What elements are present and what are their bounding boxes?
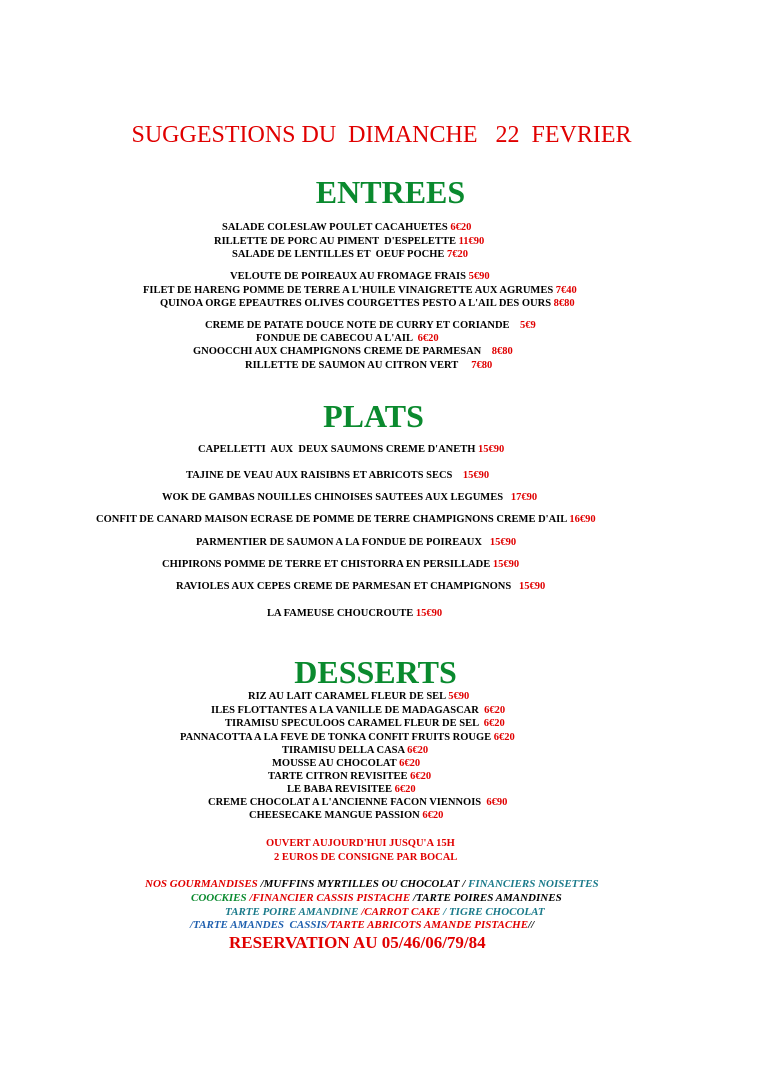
menu-item: PANNACOTTA A LA FEVE DE TONKA CONFIT FRUITS ROUGE 6€20	[180, 732, 515, 743]
item-price: 6€20	[394, 784, 416, 795]
menu-item: RAVIOLES AUX CEPES CREME DE PARMESAN ET CHAMPIGNONS 15€90	[176, 581, 546, 592]
item-price: 7€20	[447, 249, 469, 260]
menu-item: LA FAMEUSE CHOUCROUTE 15€90	[267, 608, 443, 619]
item-price: 6€20	[483, 718, 505, 729]
item-price: 6€20	[484, 705, 506, 716]
item-price: 6€20	[493, 732, 515, 743]
menu-item: WOK DE GAMBAS NOUILLES CHINOISES SAUTEES AUX LEGUMES 17€90	[162, 492, 538, 503]
page-title: SUGGESTIONS DU DIMANCHE 22 FEVRIER	[131, 122, 632, 148]
item-price: 5€9	[520, 320, 536, 331]
menu-item: CONFIT DE CANARD MAISON ECRASE DE POMME DE TERRE CHAMPIGNONS CREME D'AIL 16€90	[96, 514, 596, 525]
item-price: 5€90	[468, 271, 490, 282]
menu-item: GNOOCCHI AUX CHAMPIGNONS CREME DE PARMESAN 8€80	[193, 346, 513, 357]
section-heading-plats: PLATS	[323, 398, 424, 434]
menu-item: SALADE DE LENTILLES ET OEUF POCHE 7€20	[232, 249, 469, 260]
gourmandises-line: TARTE POIRE AMANDINE /CARROT CAKE / TIGRE CHOCOLAT	[225, 906, 545, 918]
menu-item: CAPELLETTI AUX DEUX SAUMONS CREME D'ANETH 15€90	[198, 444, 505, 455]
item-price: 6€20	[422, 810, 444, 821]
menu-item: VELOUTE DE POIREAUX AU FROMAGE FRAIS 5€90	[230, 271, 490, 282]
item-price: 8€80	[553, 298, 575, 309]
item-price: 6€20	[417, 333, 439, 344]
gourmandises-line: COOCKIES /FINANCIER CASSIS PISTACHE /TARTE POIRES AMANDINES	[191, 892, 562, 904]
item-price: 5€90	[448, 691, 470, 702]
menu-item: RIZ AU LAIT CARAMEL FLEUR DE SEL 5€90	[248, 691, 470, 702]
menu-item: CREME CHOCOLAT A L'ANCIENNE FACON VIENNOIS 6€90	[208, 797, 508, 808]
menu-item: FILET DE HARENG POMME DE TERRE A L'HUILE VINAIGRETTE AUX AGRUMES 7€40	[143, 285, 577, 296]
menu-item: MOUSSE AU CHOCOLAT 6€20	[272, 758, 421, 769]
item-price: 6€20	[407, 745, 429, 756]
item-price: 7€80	[471, 360, 493, 371]
item-price: 8€80	[491, 346, 513, 357]
reservation-phone: RESERVATION AU 05/46/06/79/84	[229, 933, 486, 952]
item-price: 6€20	[410, 771, 432, 782]
menu-item: FONDUE DE CABECOU A L'AIL 6€20	[256, 333, 439, 344]
gourmandises-line: /TARTE AMANDES CASSIS/TARTE ABRICOTS AMANDE PISTACHE//	[190, 919, 535, 931]
item-price: 17€90	[510, 492, 538, 503]
section-heading-desserts: DESSERTS	[294, 654, 457, 690]
item-price: 15€90	[492, 559, 520, 570]
menu-item: SALADE COLESLAW POULET CACAHUETES 6€20	[222, 222, 472, 233]
menu-item: CHIPIRONS POMME DE TERRE ET CHISTORRA EN PERSILLADE 15€90	[162, 559, 520, 570]
menu-item: CREME DE PATATE DOUCE NOTE DE CURRY ET CORIANDE 5€9	[205, 320, 536, 331]
item-price: 15€90	[478, 444, 505, 455]
item-price: 6€20	[399, 758, 421, 769]
menu-item: ILES FLOTTANTES A LA VANILLE DE MADAGASCAR 6€20	[211, 705, 506, 716]
section-heading-entrees: ENTREES	[315, 174, 466, 210]
item-price: 6€90	[486, 797, 508, 808]
item-price: 6€20	[450, 222, 472, 233]
menu-item: TAJINE DE VEAU AUX RAISIBNS ET ABRICOTS SECS 15€90	[186, 470, 490, 481]
menu-item: RILLETTE DE PORC AU PIMENT D'ESPELETTE 11€90	[214, 236, 485, 247]
item-price: 15€90	[489, 537, 517, 548]
item-price: 7€40	[555, 285, 577, 296]
menu-item: TIRAMISU DELLA CASA 6€20	[282, 745, 429, 756]
item-price: 15€90	[519, 581, 546, 592]
menu-item: QUINOA ORGE EPEAUTRES OLIVES COURGETTES PESTO A L'AIL DES OURS 8€80	[160, 298, 575, 309]
deposit-notice: 2 EUROS DE CONSIGNE PAR BOCAL	[274, 852, 458, 863]
menu-item: CHEESECAKE MANGUE PASSION 6€20	[249, 810, 444, 821]
menu-item: TIRAMISU SPECULOOS CARAMEL FLEUR DE SEL 6€20	[225, 718, 505, 729]
item-price: 11€90	[458, 236, 485, 247]
menu-item: LE BABA REVISITEE 6€20	[287, 784, 416, 795]
item-price: 16€90	[569, 514, 596, 525]
item-price: 15€90	[415, 608, 443, 619]
gourmandises-line: NOS GOURMANDISES /MUFFINS MYRTILLES OU CHOCOLAT / FINANCIERS NOISETTES	[145, 878, 599, 890]
opening-hours-notice: OUVERT AUJOURD'HUI JUSQU'A 15H	[266, 838, 455, 849]
menu-item: TARTE CITRON REVISITEE 6€20	[268, 771, 432, 782]
item-price: 15€90	[462, 470, 490, 481]
menu-item: RILLETTE DE SAUMON AU CITRON VERT 7€80	[245, 360, 493, 371]
menu-item: PARMENTIER DE SAUMON A LA FONDUE DE POIREAUX 15€90	[196, 537, 517, 548]
